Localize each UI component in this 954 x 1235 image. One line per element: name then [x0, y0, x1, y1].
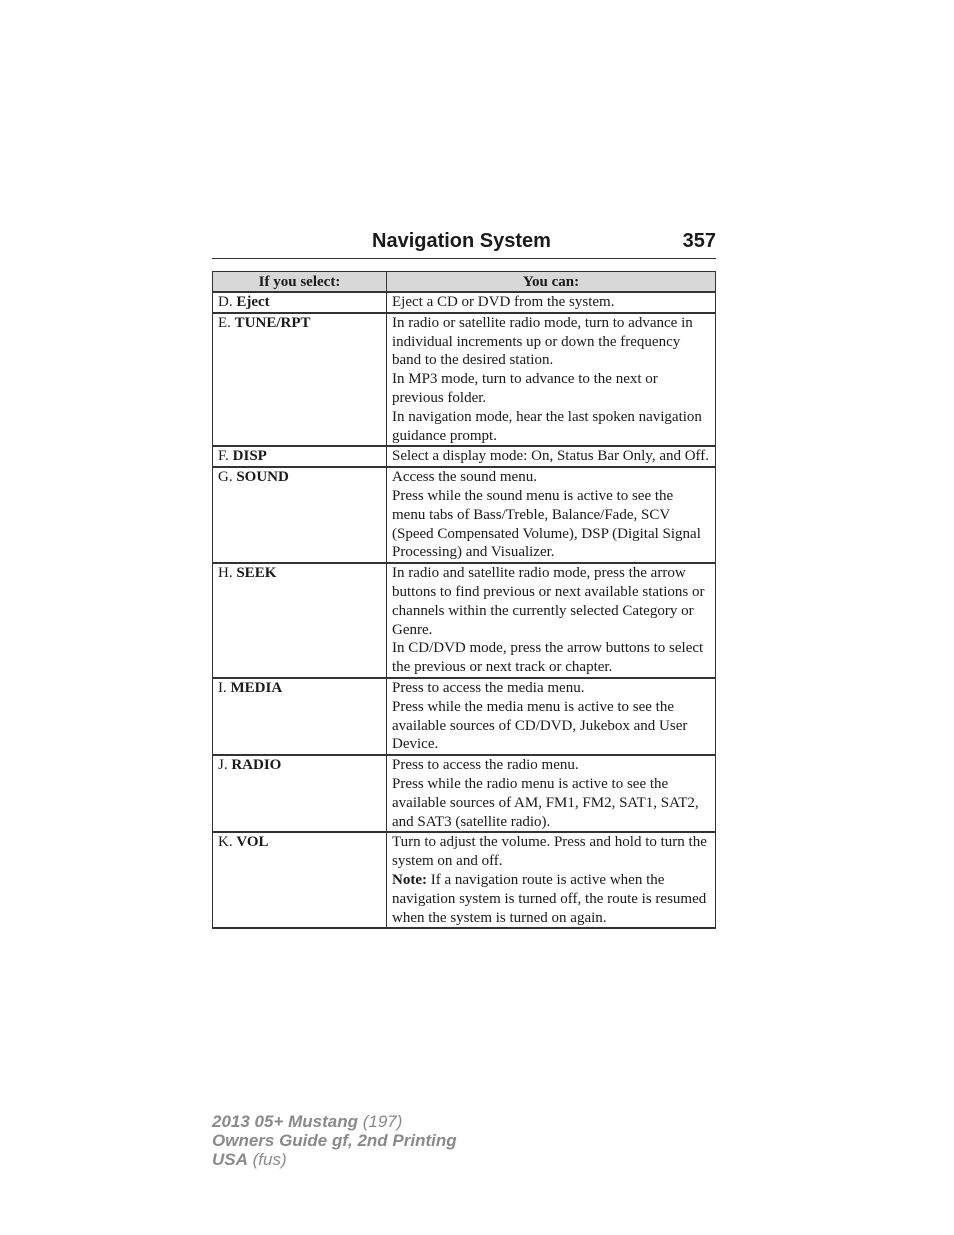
column-header-select: If you select:	[213, 272, 387, 293]
control-letter: K.	[218, 834, 233, 851]
control-cell	[213, 313, 387, 447]
description-line: Access the sound menu.	[392, 469, 537, 486]
control-letter: H.	[218, 565, 233, 582]
table-row	[213, 292, 716, 313]
table-header-row	[213, 272, 716, 293]
description-cell	[387, 755, 716, 832]
description-line: In navigation mode, hear the last spoken navigation guidance prompt.	[392, 408, 702, 444]
control-name: DISP	[232, 448, 267, 465]
table-row	[213, 313, 716, 447]
footer-line-region: USA (fus)	[212, 1150, 287, 1169]
description-cell	[387, 313, 716, 447]
footer-line-model: 2013 05+ Mustang (197)	[212, 1112, 403, 1131]
table-row	[213, 563, 716, 678]
control-cell	[213, 292, 387, 313]
control-cell	[213, 446, 387, 467]
description-line: Press while the radio menu is active to see the available sources of AM, FM1, FM2, SAT1, SAT2, and SAT3 (satellite radio).	[392, 775, 699, 830]
control-name: VOL	[236, 834, 269, 851]
description-cell	[387, 832, 716, 928]
page-header	[212, 228, 716, 259]
description-line: In MP3 mode, turn to advance to the next or previous folder.	[392, 371, 658, 406]
control-letter: F.	[218, 448, 229, 465]
note-text: If a navigation route is active when the navigation system is turned off, the route is resumed when the system is turned on again.	[392, 871, 707, 926]
note-line	[392, 871, 710, 927]
control-name: SOUND	[236, 469, 289, 486]
description-cell	[387, 678, 716, 755]
description-line: Press to access the radio menu.	[392, 757, 579, 774]
footer-line-guide: Owners Guide gf, 2nd Printing	[212, 1131, 457, 1150]
table-row	[213, 755, 716, 832]
control-letter: J.	[218, 757, 228, 774]
description-line: Select a display mode: On, Status Bar Only, and Off.	[392, 448, 710, 465]
control-letter: I.	[218, 679, 227, 696]
control-letter: E.	[218, 314, 231, 331]
control-cell	[213, 755, 387, 832]
description-cell	[387, 446, 716, 467]
description-line: Press while the media menu is active to see the available sources of CD/DVD, Jukebox and User Device.	[392, 698, 688, 753]
description-line: In radio and satellite radio mode, press the arrow buttons to find previous or next available stations or channels within the currently selected Category or Genre.	[392, 565, 705, 638]
control-cell	[213, 563, 387, 678]
control-cell	[213, 832, 387, 928]
page-number: 357	[682, 230, 716, 252]
description-line: In CD/DVD mode, press the arrow buttons to select the previous or next track or chapter.	[392, 640, 704, 676]
note-label: Note:	[392, 871, 427, 888]
control-cell	[213, 678, 387, 755]
page-footer	[212, 1112, 457, 1169]
control-name: Eject	[236, 294, 270, 310]
description-cell	[387, 563, 716, 678]
description-cell	[387, 292, 716, 313]
control-name: SEEK	[236, 565, 277, 582]
description-line: Press while the sound menu is active to see the menu tabs of Bass/Treble, Balance/Fade, SCV (Speed Compensated Volume), DSP (Digital Signal Processing) and Visualizer.	[392, 487, 701, 561]
table-row	[213, 467, 716, 563]
control-name: TUNE/RPT	[234, 314, 311, 331]
control-cell	[213, 467, 387, 563]
description-cell	[387, 467, 716, 563]
table-row	[213, 678, 716, 755]
description-line: Press to access the media menu.	[392, 679, 585, 696]
table-row	[213, 832, 716, 928]
control-letter: G.	[218, 469, 233, 486]
column-header-action: You can:	[387, 272, 716, 293]
description-line: Turn to adjust the volume. Press and hold to turn the system on and off.	[392, 834, 707, 870]
control-name: RADIO	[231, 757, 282, 774]
controls-table	[212, 271, 716, 929]
description-line: In radio or satellite radio mode, turn to advance in individual increments up or down the frequency band to the desired station.	[392, 314, 693, 369]
description-line: Eject a CD or DVD from the system.	[392, 294, 615, 310]
table-row	[213, 446, 716, 467]
page-title: Navigation System	[372, 230, 551, 252]
control-letter: D.	[218, 294, 233, 310]
control-name: MEDIA	[230, 679, 283, 696]
